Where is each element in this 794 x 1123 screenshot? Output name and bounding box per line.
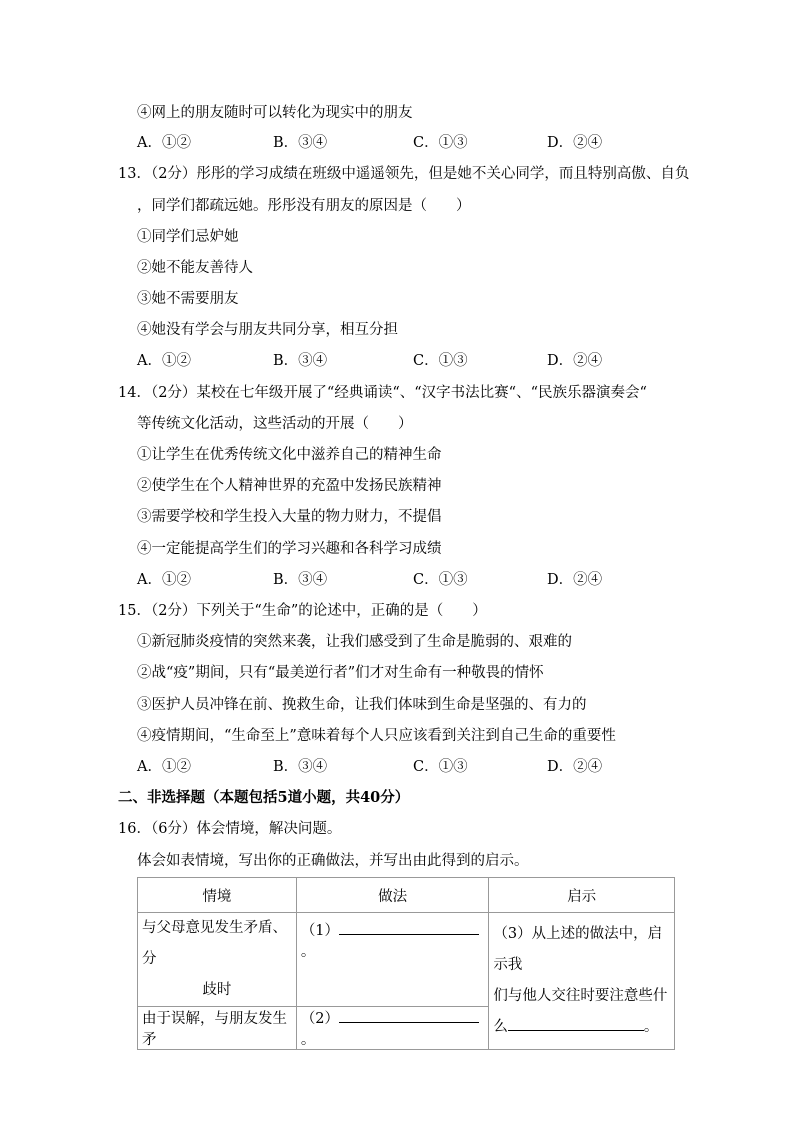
q14-item-1: ①让学生在优秀传统文化中滋养自己的精神生命: [137, 447, 442, 463]
row1-situation: [138, 913, 297, 1007]
q12-option-a: A．①②: [137, 135, 191, 151]
q12-option-b: B．③④: [273, 135, 328, 151]
row1-action[interactable]: [296, 913, 489, 1007]
q13-item-1: ①同学们忌妒她: [137, 229, 239, 245]
q15-option-a: A．①②: [137, 759, 191, 775]
header-action: 做法: [296, 878, 489, 913]
q13-option-b: B．③④: [273, 353, 328, 369]
insight-answer-blank[interactable]: [508, 1016, 644, 1031]
row1-situation-line-b: 歧时: [202, 982, 232, 998]
q14-item-3: ③需要学校和学生投入大量的物力财力，不提倡: [137, 509, 442, 525]
q13-item-2: ②她不能友善待人: [137, 260, 253, 276]
row2-period: 。: [300, 1032, 316, 1048]
q13-option-c: C．①③: [413, 353, 468, 369]
table-row: [138, 913, 675, 1007]
q13-option-a: A．①②: [137, 353, 191, 369]
insight-cell[interactable]: [489, 913, 675, 1050]
row1-answer-blank[interactable]: [339, 920, 479, 935]
q15-item-1: ①新冠肺炎疫情的突然来袭，让我们感受到了生命是脆弱的、艰难的: [137, 634, 572, 650]
row2-action-number: （2）: [300, 1011, 340, 1027]
q13-stem-line-1: 13．（2分）彤彤的学习成绩在班级中遥遥领先，但是她不关心同学，而且特别高傲、自负: [118, 166, 690, 182]
q15-item-2: ②战“疫”期间，只有“最美逆行者”们才对生命有一种敬畏的情怀: [137, 665, 544, 681]
row1-period: 。: [300, 944, 316, 960]
q15-option-c: C．①③: [413, 759, 468, 775]
q14-stem-line-2: 等传统文化活动，这些活动的开展（ ）: [137, 416, 413, 432]
q14-option-a: A．①②: [137, 572, 191, 588]
row1-action-number: （1）: [300, 923, 340, 939]
row1-situation-line-a: 与父母意见发生矛盾、分: [142, 920, 287, 967]
q16-table: [137, 877, 675, 1050]
q13-option-d: D．②④: [547, 353, 603, 369]
q16-intro: 体会如表情境，写出你的正确做法，并写出由此得到的启示。: [137, 853, 529, 869]
q13-stem-line-2: ，同学们都疏远她。彤彤没有朋友的原因是（ ）: [137, 198, 471, 214]
q13-item-3: ③她不需要朋友: [137, 291, 239, 307]
q14-item-4: ④一定能提高学生们的学习兴趣和各科学习成绩: [137, 541, 442, 557]
q14-option-d: D．②④: [547, 572, 603, 588]
header-situation: 情境: [138, 878, 297, 913]
q15-stem: 15．（2分）下列关于“生命”的论述中，正确的是（ ）: [118, 603, 487, 619]
q14-item-2: ②使学生在个人精神世界的充盈中发扬民族精神: [137, 478, 442, 494]
insight-line-c: 么: [493, 1019, 508, 1035]
q15-option-b: B．③④: [273, 759, 328, 775]
q14-option-b: B．③④: [273, 572, 328, 588]
header-insight: 启示: [489, 878, 675, 913]
q12-item-4: ④网上的朋友随时可以转化为现实中的朋友: [137, 105, 413, 121]
q15-option-d: D．②④: [547, 759, 603, 775]
q14-option-c: C．①③: [413, 572, 468, 588]
q15-item-4: ④疫情期间，“生命至上”意味着每个人只应该看到关注到自己生命的重要性: [137, 728, 616, 744]
insight-period: 。: [643, 1019, 659, 1035]
insight-line-b: 们与他人交往时要注意些什: [493, 988, 668, 1004]
q14-stem-line-1: 14．（2分）某校在七年级开展了“经典诵读“、“汉字书法比赛“、“民族乐器演奏会“: [118, 385, 647, 401]
table-header-row: [138, 878, 675, 913]
q15-item-3: ③医护人员冲锋在前、挽救生命，让我们体味到生命是坚强的、有力的: [137, 697, 587, 713]
insight-line-a: （3）从上述的做法中，启示我: [493, 926, 663, 973]
row2-situation: 由于误解，与朋友发生矛: [138, 1007, 297, 1050]
q13-item-4: ④她没有学会与朋友共同分享，相互分担: [137, 322, 398, 338]
row2-answer-blank[interactable]: [339, 1008, 479, 1023]
q12-option-d: D．②④: [547, 135, 603, 151]
row2-action[interactable]: [296, 1007, 489, 1050]
q16-stem: 16．（6分）体会情境，解决问题。: [118, 821, 342, 837]
section-2-title: 二、非选择题（本题包括5道小题，共40分）: [118, 789, 410, 806]
q12-option-c: C．①③: [413, 135, 468, 151]
